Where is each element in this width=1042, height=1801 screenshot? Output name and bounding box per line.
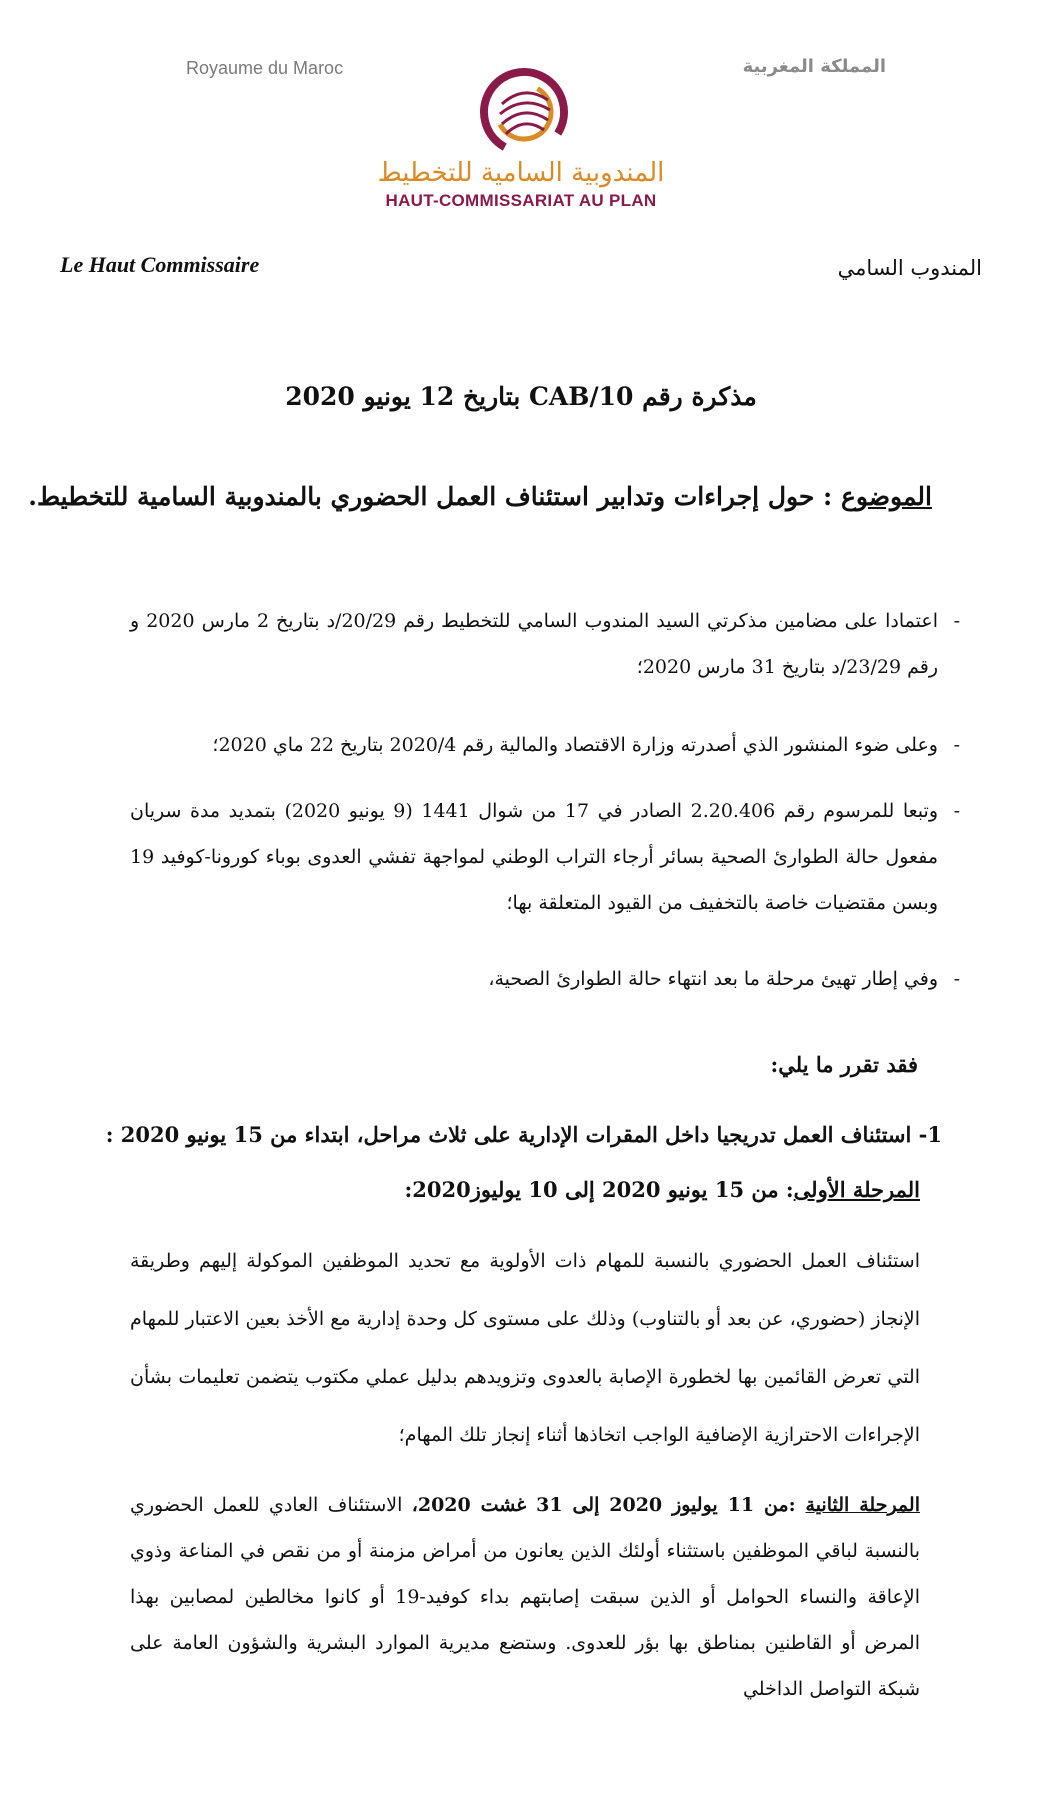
- kingdom-ar: المملكة المغربية: [742, 56, 886, 77]
- phase-2-dates: :من 11 يوليوز 2020 إلى 31 غشت 2020،: [411, 1494, 806, 1516]
- org-name-fr: HAUT-COMMISSARIAT AU PLAN: [385, 191, 657, 210]
- kingdom-fr: Royaume du Maroc: [186, 58, 344, 78]
- decision-heading: فقد تقرر ما يلي:: [770, 1052, 918, 1077]
- phase-2-label: المرحلة الثانية: [805, 1494, 920, 1516]
- list-item: [130, 956, 960, 1002]
- memo-subject: [28, 482, 932, 511]
- bullet-text: اعتمادا على مضامين مذكرتي السيد المندوب السامي للتخطيط رقم 20/29/د بتاريخ 2 مارس 2020 و رقم 23/29/د بتاريخ 31 مارس 2020؛: [130, 610, 939, 678]
- signatory-ar: المندوب السامي: [837, 256, 982, 280]
- signatory-fr: Le Haut Commissaire: [60, 252, 260, 277]
- bullet-dash: -: [953, 800, 960, 822]
- list-item: [130, 722, 960, 768]
- phase-1-body: استئناف العمل الحضوري بالنسبة للمهام ذات الأولوية مع تحديد الموظفين الموكولة إليهم وطريقة الإنجاز (حضوري، عن بعد أو بالتناوب) وذلك على مستوى كل وحدة إدارية مع الأخذ بعين الاعتبار للمهام التي تعرض القائمين بها لخطورة الإصابة بالعدوى وتزويدهم بدليل عملي مكتوب يتضمن تعليمات بشأن الإجراءات الاحترازية الإضافية الواجب اتخاذها أثناء إنجاز تلك المهام؛: [130, 1250, 920, 1446]
- bullet-text: وفي إطار تهيئ مرحلة ما بعد انتهاء حالة الطوارئ الصحية،: [488, 968, 938, 990]
- phase-2-paragraph: [130, 1482, 920, 1712]
- bullet-text: وعلى ضوء المنشور الذي أصدرته وزارة الاقتصاد والمالية رقم 2020/4 بتاريخ 22 ماي 2020؛: [212, 734, 938, 756]
- phase-2-body: الاستئناف العادي للعمل الحضوري بالنسبة لباقي الموظفين باستثناء أولئك الذين يعانون من أمراض مزمنة أو من نقص في المناعة وذوي الإعاقة والنساء الحوامل أو الذين سبقت إصابتهم بداء كوفيد-19 أو كانوا مخالطين لمصابين بهذا المرض أو القاطنين بمناطق بها بؤر للعدوى. وستضع مديرية الموارد البشرية والشؤون العامة على شبكة التواصل الداخلي: [130, 1494, 920, 1700]
- bullet-dash: -: [953, 734, 960, 756]
- bullet-dash: -: [953, 968, 960, 990]
- phase-1-dates: : من 15 يونيو 2020 إلى 10 يوليوز2020:: [404, 1177, 794, 1202]
- subject-text: : حول إجراءات وتدابير استئناف العمل الحضوري بالمندوبية السامية للتخطيط.: [28, 482, 841, 511]
- memo-title: مذكرة رقم 10/CAB بتاريخ 12 يونيو 2020: [285, 382, 757, 411]
- phase-1-label: المرحلة الأولى: [793, 1177, 920, 1202]
- subject-label: الموضوع: [841, 482, 932, 511]
- org-name-ar: المندوبية السامية للتخطيط: [377, 158, 665, 188]
- list-item: [130, 598, 960, 690]
- phase-1-heading: [404, 1177, 920, 1202]
- list-item: [130, 788, 960, 926]
- bullet-dash: -: [953, 610, 960, 632]
- section-1-heading: 1- استئناف العمل تدريجيا داخل المقرات الإدارية على ثلاث مراحل، ابتداء من 15 يونيو 2020 :: [105, 1122, 942, 1147]
- bullet-text: وتبعا للمرسوم رقم 2.20.406 الصادر في 17 من شوال 1441 (9 يونيو 2020) بتمديد مدة سريان مفعول حالة الطوارئ الصحية بسائر أرجاء التراب الوطني لمواجهة تفشي العدوى بوباء كورونا-كوفيد 19 وبسن مقتضيات خاصة بالتخفيف من القيود المتعلقة بها؛: [130, 800, 939, 914]
- hcp-logo-icon: [470, 64, 578, 158]
